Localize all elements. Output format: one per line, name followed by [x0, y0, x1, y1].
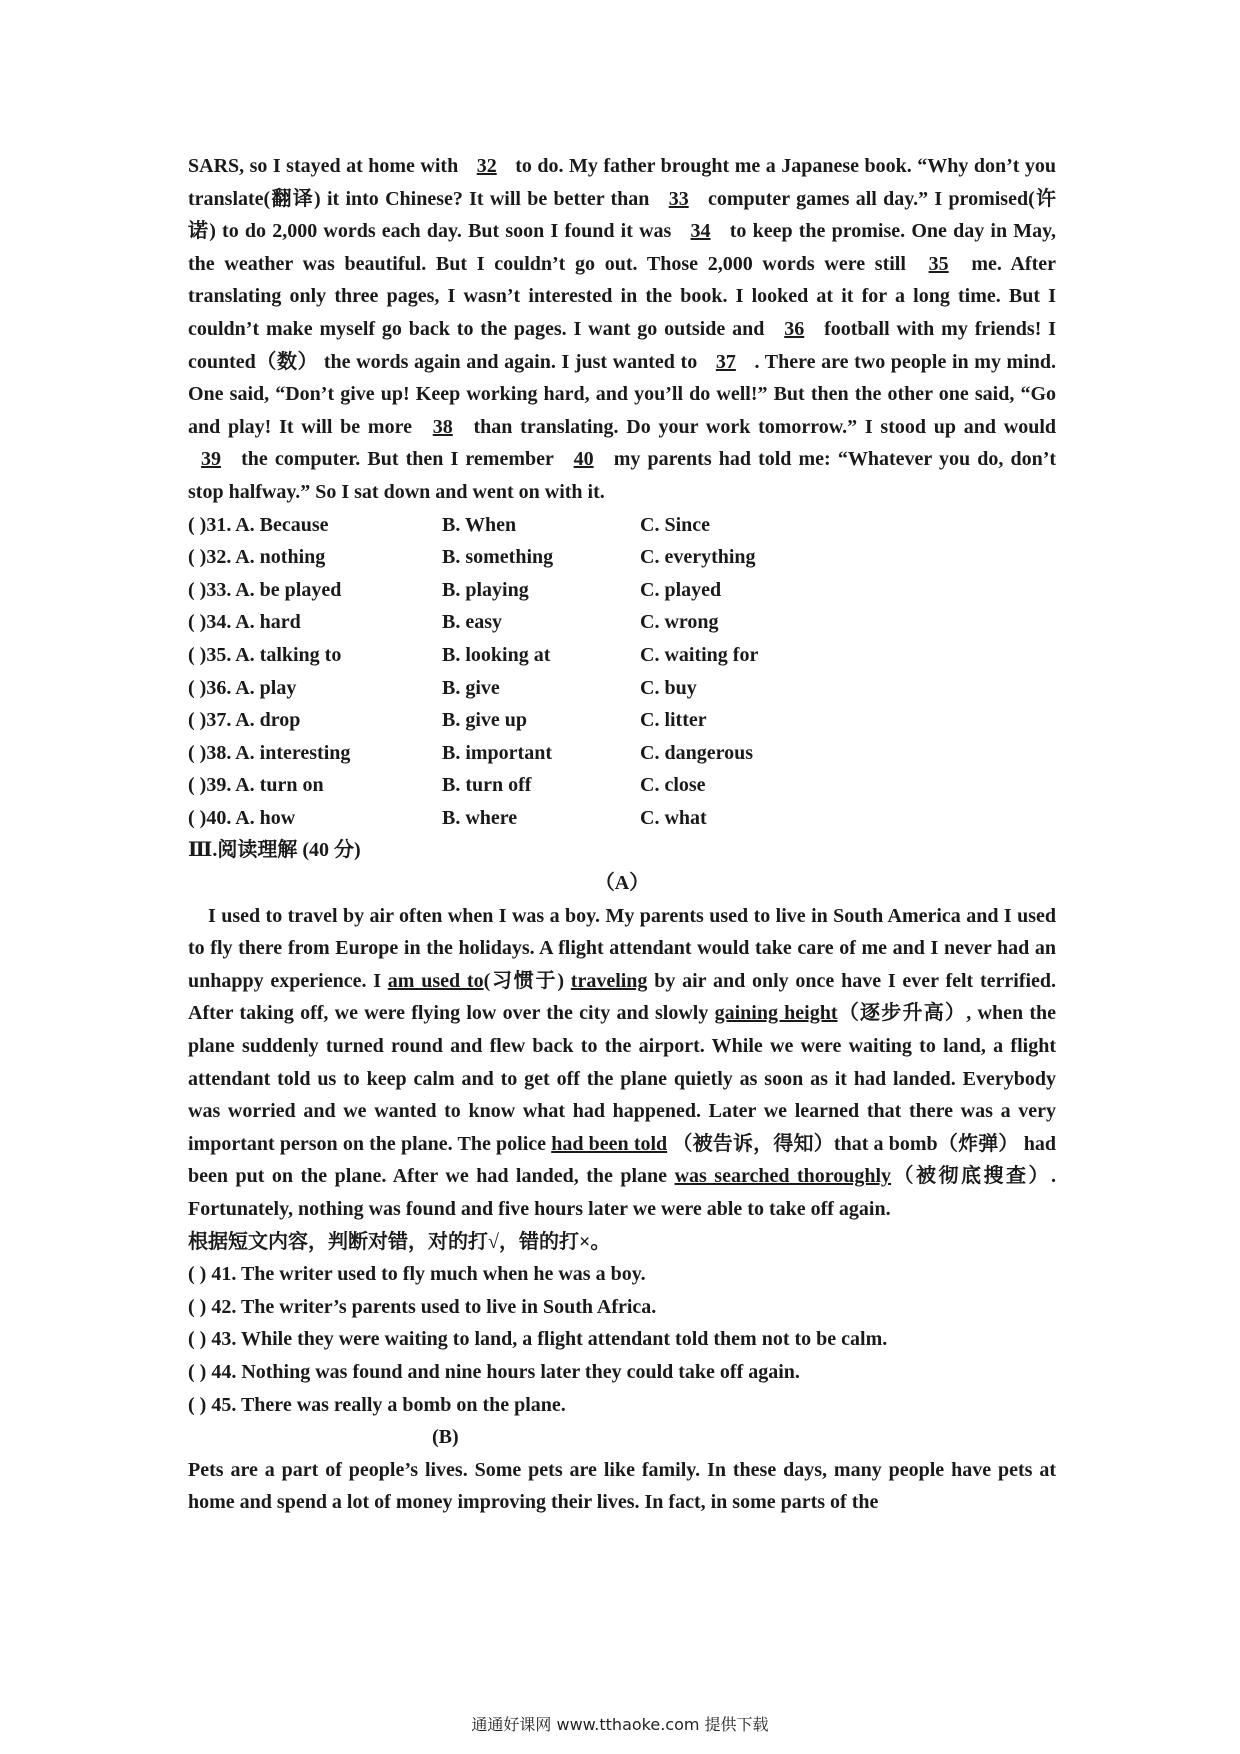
option-c: C. buy: [640, 676, 697, 699]
passage-text: by air and only once have I ever felt terrified. After taking off, we were flying low over the city and slowly: [188, 969, 1057, 1025]
question-43: ( ) 43. While they were waiting to land, a flight attendant told them not to be calm.: [188, 1328, 888, 1351]
instruction: 根据短文内容，判断对错，对的打√，错的打×。: [188, 1230, 611, 1253]
passage-text: （逐步升高）, when the plane suddenly turned round and flew back to the airport. While we were waiting to land, a flight attendant told us to keep calm and to get off the plane quietly as soon as it had landed. Everybody was worried and we wanted to know what had happened. Later we learned that there was a very important person on the plane. The police: [188, 1002, 1056, 1155]
underlined-phrase: am used to: [387, 969, 484, 992]
underlined-phrase: traveling: [570, 969, 648, 992]
option-c: C. dangerous: [640, 741, 753, 764]
option-a: ( )31. A. Because: [188, 513, 329, 536]
option-a: ( )34. A. hard: [188, 611, 301, 634]
cloze-text: than translating. Do your work tomorrow.” I stood up and would: [473, 415, 1057, 438]
blank-33: 33: [668, 187, 689, 210]
question-44: ( ) 44. Nothing was found and nine hours later they could take off again.: [188, 1360, 800, 1383]
option-b: B. playing: [442, 578, 529, 601]
option-a: ( )33. A. be played: [188, 578, 342, 601]
passage-text: (习惯于): [483, 969, 564, 992]
cloze-text: to do. My father brought me a Japanese book. “Why don’t you translate(翻译) it into Chinese? It will be better than: [188, 155, 1057, 210]
option-row-32: [188, 541, 1056, 574]
option-c: C. wrong: [640, 611, 719, 634]
option-a: ( )35. A. talking to: [188, 643, 342, 666]
option-row-31: [188, 509, 1056, 542]
part-b-title: (B): [432, 1426, 459, 1449]
cloze-text: computer games all day.” I promised(许诺) to do 2,000 words each day. But soon I found it was: [188, 187, 1057, 243]
cloze-text: the computer. But then I remember: [241, 448, 554, 471]
passage-b: Pets are a part of people’s lives. Some pets are like family. In these days, many people have pets at home and spend a lot of money improving their lives. In fact, in some parts of the: [188, 1458, 1056, 1514]
option-a: ( )39. A. turn on: [188, 774, 324, 797]
option-row-35: [188, 639, 1056, 672]
footer-credit: 通通好课网 www.tthaoke.com 提供下载: [471, 1715, 769, 1734]
option-row-34: [188, 606, 1056, 639]
option-b: B. When: [442, 513, 517, 536]
question-42: ( ) 42. The writer’s parents used to live in South Africa.: [188, 1295, 657, 1318]
cloze-text: to keep the promise. One day in May, the weather was beautiful. But I couldn’t go out. Those 2,000 words were still: [188, 220, 1057, 275]
option-c: C. what: [640, 806, 707, 829]
option-a: ( )32. A. nothing: [188, 546, 326, 569]
option-a: ( )36. A. play: [188, 676, 297, 699]
underlined-phrase: was searched thoroughly: [674, 1165, 892, 1188]
question-45: ( ) 45. There was really a bomb on the plane.: [188, 1393, 566, 1416]
blank-40: 40: [573, 448, 594, 471]
blank-38: 38: [432, 415, 453, 438]
section-heading: Ⅲ.阅读理解 (40 分): [188, 839, 361, 862]
cloze-text: me. After translating only three pages, I wasn’t interested in the book. I looked at it for a long time. But I couldn’t make myself go back to the pages. I want go outside and: [188, 252, 1057, 340]
option-row-33: [188, 574, 1056, 607]
cloze-passage: [188, 150, 1056, 509]
option-a: ( )37. A. drop: [188, 709, 301, 732]
passage-text: I used to travel by air often when I was a boy. My parents used to live in South America and I used to fly there from Europe in the holidays. A flight attendant would take care of me and I never had an unhappy experience. I: [188, 904, 1056, 992]
option-b: B. give up: [442, 709, 528, 732]
cloze-text: football with my friends! I counted（数） the words again and again. I just wanted to: [188, 317, 1057, 373]
exam-page: [188, 150, 1056, 1519]
cloze-text: my parents had told me: “Whatever you do, don’t stop halfway.” So I sat down and went on with it.: [188, 448, 1057, 503]
option-b: B. looking at: [442, 643, 551, 666]
option-c: C. Since: [640, 513, 710, 536]
part-a-title: （A）: [594, 872, 650, 895]
option-c: C. everything: [640, 546, 756, 569]
option-b: B. something: [442, 546, 554, 569]
underlined-phrase: gaining height: [714, 1002, 838, 1025]
blank-34: 34: [690, 220, 711, 243]
option-b: B. turn off: [442, 774, 532, 797]
option-c: C. litter: [640, 709, 707, 732]
options-list: [188, 509, 1056, 835]
cloze-text: . There are two people in my mind. One said, “Don’t give up! Keep working hard, and you’ll do well!” But then the other one said, “Go and play! It will be more: [188, 350, 1057, 438]
option-a: ( )40. A. how: [188, 806, 296, 829]
option-b: B. give: [442, 676, 500, 699]
option-row-38: [188, 737, 1056, 770]
option-c: C. played: [640, 578, 722, 601]
option-row-36: [188, 672, 1056, 705]
option-row-40: [188, 802, 1056, 835]
passage-text: （被彻底搜查）. Fortunately, nothing was found and five hours later we were able to take off again.: [188, 1165, 1057, 1220]
passage-a: [188, 900, 1056, 1226]
question-41: ( ) 41. The writer used to fly much when he was a boy.: [188, 1263, 646, 1286]
option-b: B. important: [442, 741, 552, 764]
option-b: B. where: [442, 806, 518, 829]
underlined-phrase: had been told: [551, 1132, 668, 1155]
blank-35: 35: [928, 252, 949, 275]
option-row-39: [188, 769, 1056, 802]
blank-32: 32: [476, 155, 497, 177]
blank-37: 37: [715, 350, 736, 373]
option-c: C. close: [640, 774, 706, 797]
option-b: B. easy: [442, 611, 502, 634]
option-a: ( )38. A. interesting: [188, 741, 351, 764]
passage-text: （被告诉，得知）that a bomb（炸弹） had been put on the plane. After we had landed, the plane: [188, 1132, 1057, 1188]
option-row-37: [188, 704, 1056, 737]
cloze-text: SARS, so I stayed at home with: [188, 155, 459, 177]
option-c: C. waiting for: [640, 643, 759, 666]
blank-36: 36: [784, 317, 805, 340]
blank-39: 39: [201, 448, 221, 471]
